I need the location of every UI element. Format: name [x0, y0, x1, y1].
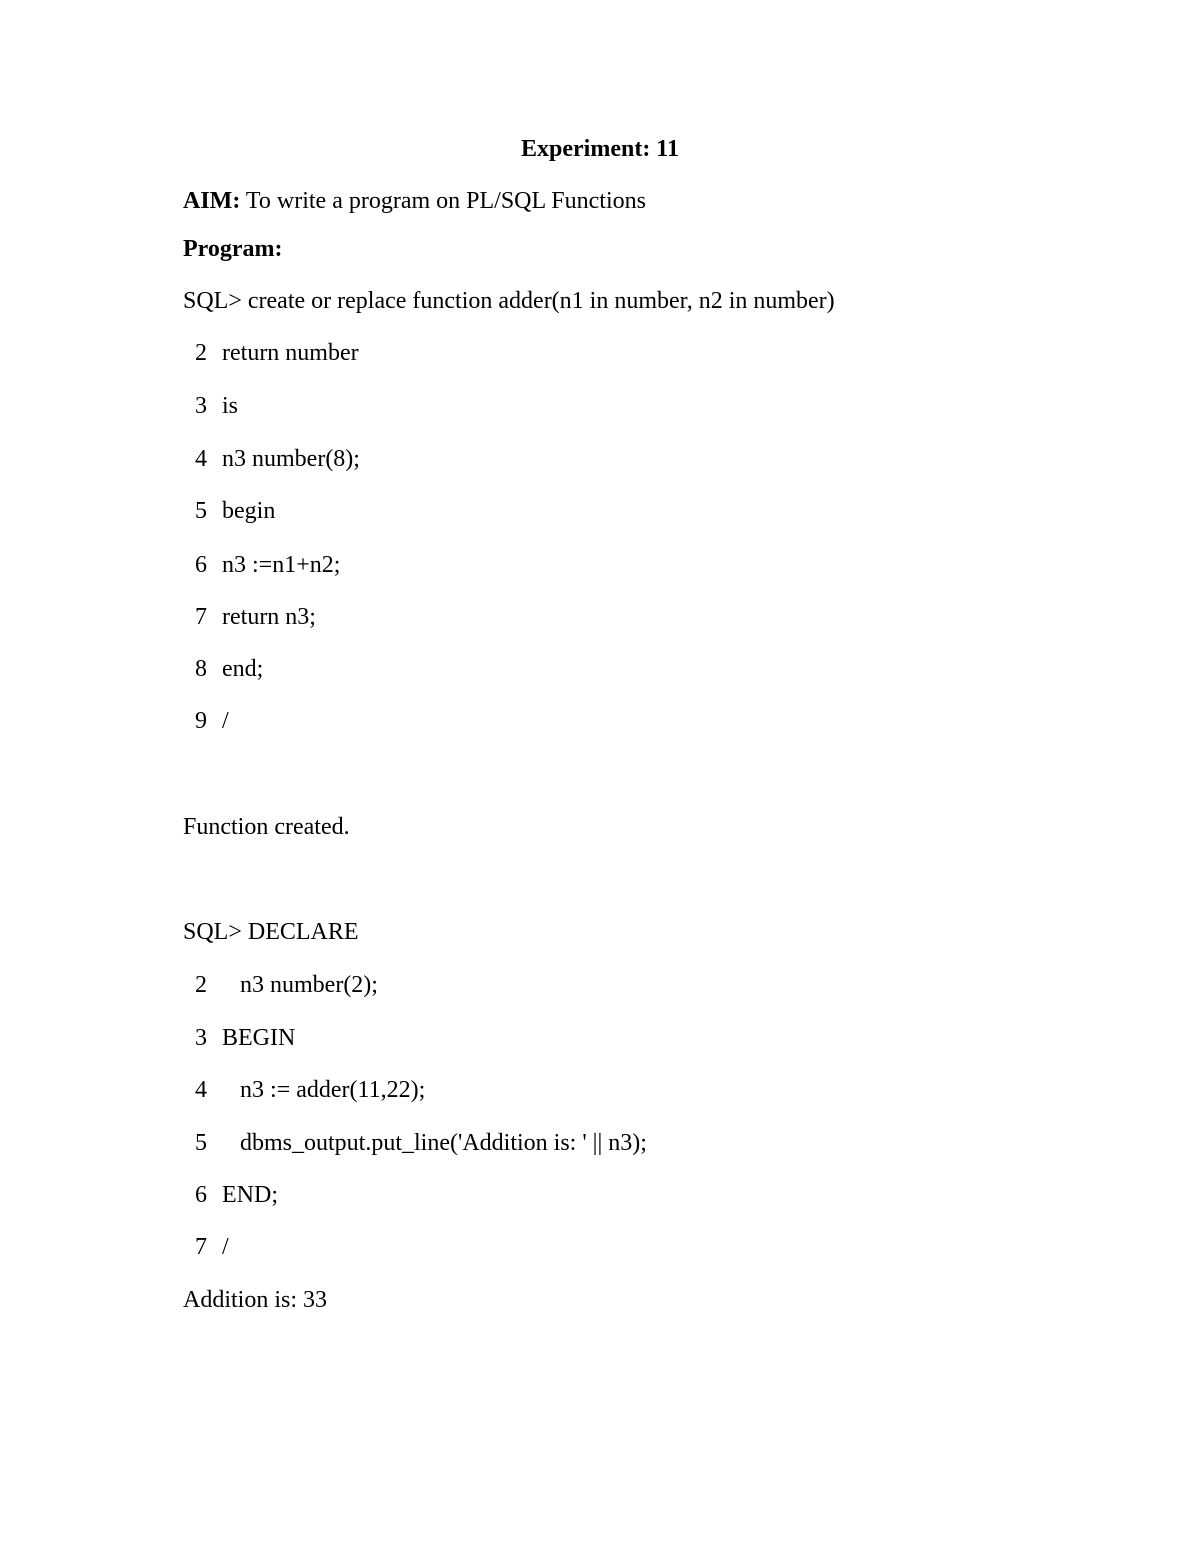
code-line [183, 1180, 278, 1210]
code-line [183, 496, 275, 526]
code-text: end; [222, 656, 264, 682]
line-number: 7 [195, 1234, 207, 1260]
line-number: 6 [195, 552, 207, 578]
code-line [183, 1232, 229, 1262]
code-line [183, 391, 238, 421]
line-number: 9 [195, 708, 207, 734]
code-text: begin [222, 498, 276, 524]
code-text: n3 number(2); [240, 972, 378, 998]
aim-line [183, 186, 646, 216]
code-text: n3 number(8); [222, 446, 360, 472]
code-text: is [222, 393, 239, 419]
code-line [183, 1075, 425, 1105]
code-text: return number [222, 340, 359, 366]
aim-label: AIM: [183, 188, 241, 214]
code-line [183, 444, 360, 474]
code-line-sql-create: SQL> create or replace function adder(n1 in number, n2 in number) [183, 288, 835, 314]
line-number: 3 [195, 393, 207, 419]
code-text: END; [222, 1182, 278, 1208]
code-text: return n3; [222, 604, 316, 630]
code-text: n3 := adder(11,22); [240, 1077, 426, 1103]
code-line [183, 602, 316, 632]
line-number: 7 [195, 604, 207, 630]
line-number: 5 [195, 1130, 207, 1156]
line-number: 2 [195, 972, 207, 998]
line-number: 3 [195, 1025, 207, 1051]
code-line [183, 1023, 295, 1053]
code-line [183, 338, 359, 368]
code-line [183, 654, 263, 684]
code-line [183, 706, 229, 736]
code-line [183, 550, 340, 580]
line-number: 5 [195, 498, 207, 524]
code-line-sql-declare: SQL> DECLARE [183, 919, 359, 945]
code-line [183, 970, 378, 1000]
code-line [183, 1128, 647, 1158]
code-text: / [222, 708, 229, 734]
code-text: n3 :=n1+n2; [222, 552, 341, 578]
line-number: 4 [195, 446, 207, 472]
code-text: BEGIN [222, 1025, 296, 1051]
addition-result: Addition is: 33 [183, 1287, 328, 1313]
code-text: / [222, 1234, 229, 1260]
line-number: 8 [195, 656, 207, 682]
program-label: Program: [183, 236, 283, 262]
function-created-result: Function created. [183, 814, 350, 840]
line-number: 4 [195, 1077, 207, 1103]
line-number: 2 [195, 340, 207, 366]
code-text: dbms_output.put_line('Addition is: ' || n3); [240, 1130, 647, 1156]
aim-text: To write a program on PL/SQL Functions [240, 188, 646, 214]
experiment-title: Experiment: 11 [521, 136, 679, 162]
line-number: 6 [195, 1182, 207, 1208]
